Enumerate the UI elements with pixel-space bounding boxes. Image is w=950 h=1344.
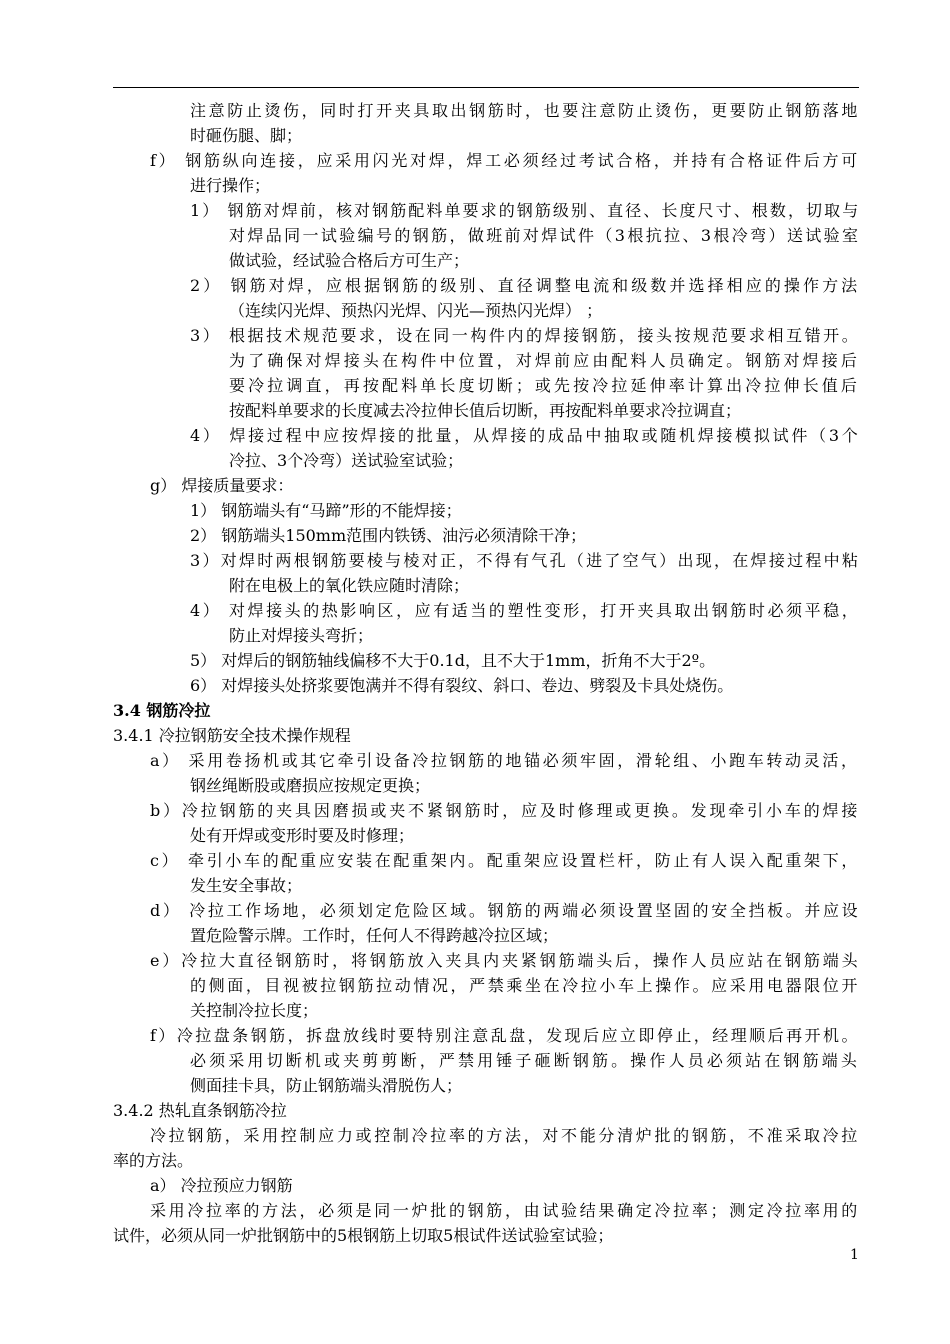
header-rule xyxy=(113,87,859,88)
list-item-d: d） 冷拉工作场地，必须划定危险区域。钢筋的两端必须设置坚固的安全挡板。并应设 xyxy=(150,901,861,920)
text-line: 冷拉、3个冷弯）送试验室试验； xyxy=(229,451,464,470)
list-item-b: b）冷拉钢筋的夹具因磨损或夹不紧钢筋时，应及时修理或更换。发现牵引小车的焊接 xyxy=(150,801,861,820)
text-line: 必须采用切断机或夹剪剪断，严禁用锤子砸断钢筋。操作人员必须站在钢筋端头 xyxy=(190,1051,861,1070)
list-item-a: a） 冷拉预应力钢筋 xyxy=(150,1176,293,1195)
text-line: 时砸伤腿、脚； xyxy=(190,126,303,145)
sub-item-1: 1） 钢筋对焊前，核对钢筋配料单要求的钢筋级别、直径、长度尺寸、根数，切取与 xyxy=(190,201,861,220)
text-line: 对焊品同一试验编号的钢筋，做班前对焊试件（3根抗拉、3根冷弯）送试验室 xyxy=(229,226,861,245)
text-line: 处有开焊或变形时要及时修理； xyxy=(190,826,415,845)
paragraph-line: 冷拉钢筋，采用控制应力或控制冷拉率的方法，对不能分清炉批的钢筋，不准采取冷拉 xyxy=(150,1126,860,1145)
text-line: 为了确保对焊接头在构件中位置，对焊前应由配料人员确定。钢筋对焊接后 xyxy=(229,351,860,370)
list-item-e: e）冷拉大直径钢筋时，将钢筋放入夹具内夹紧钢筋端头后，操作人员应站在钢筋端头 xyxy=(150,951,861,970)
text-line: 防止对焊接头弯折； xyxy=(229,626,374,645)
text-line: 做试验，经试验合格后方可生产； xyxy=(229,251,470,270)
text-line: 侧面挂卡具，防止钢筋端头滑脱伤人； xyxy=(190,1076,463,1095)
sub-item-3: 3）对焊时两根钢筋要棱与棱对正，不得有气孔（进了空气）出现，在焊接过程中粘 xyxy=(190,551,861,570)
sub-item-6: 6） 对焊接头处挤浆要饱满并不得有裂纹、斜口、卷边、劈裂及卡具处烧伤。 xyxy=(190,676,734,695)
subsection-heading: 3.4.2 热轧直条钢筋冷拉 xyxy=(113,1101,287,1120)
text-line: 置危险警示牌。工作时，任何人不得跨越冷拉区域； xyxy=(190,926,559,945)
text-line: 钢丝绳断股或磨损应按规定更换； xyxy=(190,776,431,795)
section-heading: 3.4 钢筋冷拉 xyxy=(113,701,211,720)
text-line: 的侧面，目视被拉钢筋拉动情况，严禁乘坐在冷拉小车上操作。应采用电器限位开 xyxy=(190,976,860,995)
text-line: 关控制冷拉长度； xyxy=(190,1001,319,1020)
list-item-c: c） 牵引小车的配重应安装在配重架内。配重架应设置栏杆，防止有人误入配重架下， xyxy=(150,851,861,870)
text-line: 率的方法。 xyxy=(113,1151,194,1170)
text-line: 注意防止烫伤，同时打开夹具取出钢筋时，也要注意防止烫伤，更要防止钢筋落地 xyxy=(190,101,860,120)
list-item-f: f）冷拉盘条钢筋，拆盘放线时要特别注意乱盘，发现后应立即停止，经理顺后再开机。 xyxy=(150,1026,860,1045)
sub-item-1: 1） 钢筋端头有“马蹄”形的不能焊接； xyxy=(190,501,462,520)
sub-item-5: 5） 对焊后的钢筋轴线偏移不大于0.1d，且不大于1mm，折角不大于2º。 xyxy=(190,651,716,670)
list-item-f: f） 钢筋纵向连接，应采用闪光对焊，焊工必须经过考试合格，并持有合格证件后方可 xyxy=(150,151,861,170)
paragraph-line: 采用冷拉率的方法，必须是同一炉批的钢筋，由试验结果确定冷拉率；测定冷拉率用的 xyxy=(150,1201,860,1220)
sub-item-4: 4） 焊接过程中应按焊接的批量，从焊接的成品中抽取或随机焊接模拟试件（3个 xyxy=(190,426,861,445)
page-number: 1 xyxy=(850,1247,859,1263)
list-item-g: g） 焊接质量要求： xyxy=(150,476,294,495)
text-line: 发生安全事故； xyxy=(190,876,303,895)
text-line: 附在电极上的氧化铁应随时清除； xyxy=(229,576,470,595)
sub-item-4: 4） 对焊接头的热影响区，应有适当的塑性变形，打开夹具取出钢筋时必须平稳， xyxy=(190,601,861,620)
list-item-a: a） 采用卷扬机或其它牵引设备冷拉钢筋的地锚必须牢固，滑轮组、小跑车转动灵活， xyxy=(150,751,860,770)
text-line: 试件，必须从同一炉批钢筋中的5根钢筋上切取5根试件送试验室试验； xyxy=(113,1226,614,1245)
text-line: 按配料单要求的长度减去冷拉伸长值后切断，再按配料单要求冷拉调直； xyxy=(229,401,742,420)
sub-item-2: 2） 钢筋对焊，应根据钢筋的级别、直径调整电流和级数并选择相应的操作方法 xyxy=(190,276,861,295)
text-line: 进行操作； xyxy=(190,176,271,195)
text-line: （连续闪光焊、预热闪光焊、闪光—预热闪光焊） ； xyxy=(229,301,603,320)
subsection-heading: 3.4.1 冷拉钢筋安全技术操作规程 xyxy=(113,726,351,745)
text-line: 要冷拉调直，再按配料单长度切断；或先按冷拉延伸率计算出冷拉伸长值后 xyxy=(229,376,860,395)
sub-item-2: 2） 钢筋端头150mm范围内铁锈、油污必须清除干净； xyxy=(190,526,587,545)
sub-item-3: 3） 根据技术规范要求，设在同一构件内的焊接钢筋，接头按规范要求相互错开。 xyxy=(190,326,861,345)
